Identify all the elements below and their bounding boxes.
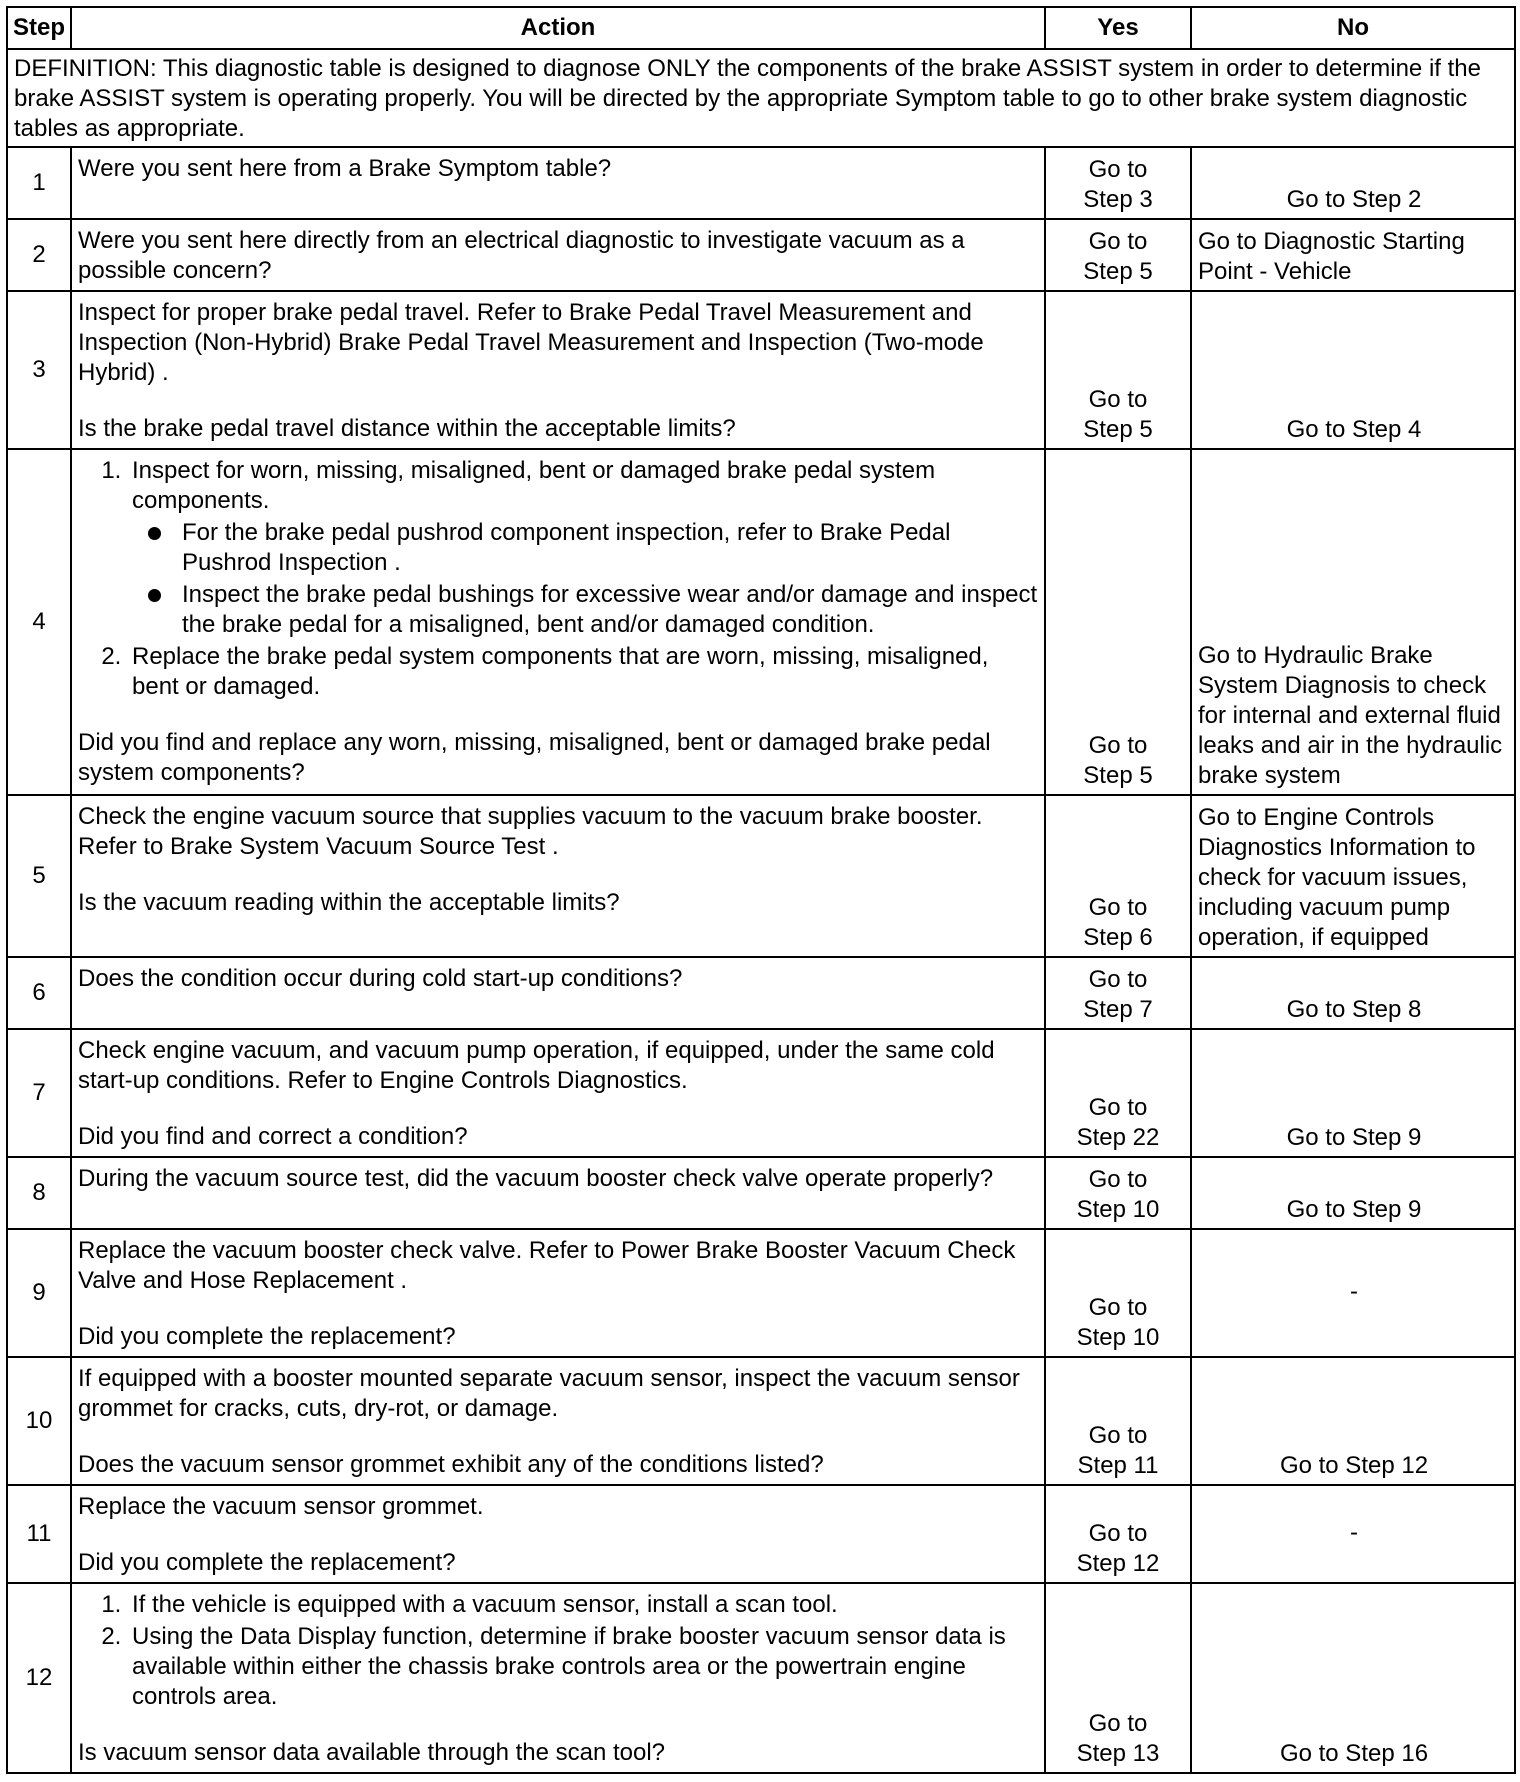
numbered-list xyxy=(78,1590,1038,1712)
action-text: Check the engine vacuum source that supplies vacuum to the vacuum brake booster. Refer to Brake System Vacuum Source Test . xyxy=(78,803,983,860)
step-number: 9 xyxy=(7,1229,71,1357)
yes-line: Go to xyxy=(1088,894,1148,921)
step-number: 4 xyxy=(7,449,71,795)
yes-line: Go to xyxy=(1088,228,1148,255)
action-cell xyxy=(71,1357,1045,1485)
yes-cell xyxy=(1045,1357,1191,1485)
table-row xyxy=(7,1229,1515,1357)
bullet-list xyxy=(132,518,1038,640)
step-number: 5 xyxy=(7,795,71,957)
list-item-text: Replace the brake pedal system components that are worn, missing, misaligned, bent or damaged. xyxy=(132,643,989,700)
no-cell: Go to Step 9 xyxy=(1191,1029,1515,1157)
step-number: 11 xyxy=(7,1485,71,1583)
list-item xyxy=(128,456,1038,640)
definition-row xyxy=(7,49,1515,147)
yes-cell xyxy=(1045,449,1191,795)
table-row xyxy=(7,1357,1515,1485)
action-cell xyxy=(71,219,1045,291)
table-row xyxy=(7,449,1515,795)
yes-line: Go to xyxy=(1088,1294,1148,1321)
bullet-item xyxy=(182,580,1038,640)
no-cell: Go to Engine Controls Diagnostics Information to check for vacuum issues, including vacuum pump operation, if equipped xyxy=(1191,795,1515,957)
action-cell xyxy=(71,449,1045,795)
question-text: During the vacuum source test, did the vacuum booster check valve operate properly? xyxy=(78,1165,994,1192)
action-cell xyxy=(71,1229,1045,1357)
question-text: Were you sent here directly from an electrical diagnostic to investigate vacuum as a possible concern? xyxy=(78,227,965,284)
header-no: No xyxy=(1191,7,1515,49)
yes-step: Step 10 xyxy=(1076,1196,1160,1223)
yes-step: Step 5 xyxy=(1083,258,1153,285)
yes-line: Go to xyxy=(1088,1710,1148,1737)
numbered-list xyxy=(78,456,1038,702)
no-cell: Go to Step 16 xyxy=(1191,1583,1515,1773)
table-row xyxy=(7,291,1515,449)
question-text: Did you find and correct a condition? xyxy=(78,1123,468,1150)
diagnostic-document xyxy=(6,6,1514,1774)
list-item-text: Using the Data Display function, determine if brake booster vacuum sensor data is available within either the chassis brake controls area or the powertrain engine controls area. xyxy=(132,1623,1006,1710)
yes-step: Step 13 xyxy=(1076,1740,1160,1767)
question-text: Is vacuum sensor data available through the scan tool? xyxy=(78,1739,666,1766)
table-row xyxy=(7,1157,1515,1229)
step-number: 2 xyxy=(7,219,71,291)
table-row xyxy=(7,1029,1515,1157)
no-cell: Go to Step 2 xyxy=(1191,147,1515,219)
yes-cell xyxy=(1045,291,1191,449)
question-text: Were you sent here from a Brake Symptom table? xyxy=(78,155,612,182)
yes-cell xyxy=(1045,795,1191,957)
header-yes: Yes xyxy=(1045,7,1191,49)
action-text: Check engine vacuum, and vacuum pump operation, if equipped, under the same cold start-up conditions. Refer to Engine Controls Diagnostics. xyxy=(78,1037,995,1094)
list-item-text: Inspect for worn, missing, misaligned, bent or damaged brake pedal system components. xyxy=(132,457,936,514)
yes-line: Go to xyxy=(1088,966,1148,993)
action-cell xyxy=(71,1157,1045,1229)
question-text: Did you find and replace any worn, missing, misaligned, bent or damaged brake pedal system components? xyxy=(78,729,991,786)
header-action: Action xyxy=(71,7,1045,49)
yes-cell xyxy=(1045,1485,1191,1583)
step-number: 8 xyxy=(7,1157,71,1229)
question-text: Is the brake pedal travel distance within the acceptable limits? xyxy=(78,415,736,442)
yes-line: Go to xyxy=(1088,1166,1148,1193)
yes-cell xyxy=(1045,219,1191,291)
action-cell xyxy=(71,1485,1045,1583)
step-number: 3 xyxy=(7,291,71,449)
no-cell: Go to Step 12 xyxy=(1191,1357,1515,1485)
yes-line: Go to xyxy=(1088,1422,1148,1449)
header-step: Step xyxy=(7,7,71,49)
yes-step: Step 7 xyxy=(1083,996,1153,1023)
action-cell xyxy=(71,147,1045,219)
list-item xyxy=(128,1590,1038,1620)
no-cell: Go to Diagnostic Starting Point - Vehicle xyxy=(1191,219,1515,291)
action-text: Inspect for proper brake pedal travel. Refer to Brake Pedal Travel Measurement and Inspection (Non-Hybrid) Brake Pedal Travel Measurement and Inspection (Two-mode Hybrid) . xyxy=(78,299,984,386)
bullet-text: Inspect the brake pedal bushings for excessive wear and/or damage and inspect the brake pedal for a misaligned, bent and/or damaged condition. xyxy=(182,581,1038,638)
yes-line: Go to xyxy=(1088,1094,1148,1121)
yes-cell xyxy=(1045,1029,1191,1157)
question-text: Does the vacuum sensor grommet exhibit any of the conditions listed? xyxy=(78,1451,824,1478)
yes-line: Go to xyxy=(1088,1520,1148,1547)
action-cell xyxy=(71,795,1045,957)
yes-step: Step 5 xyxy=(1083,416,1153,443)
action-text: Replace the vacuum booster check valve. Refer to Power Brake Booster Vacuum Check Valve and Hose Replacement . xyxy=(78,1237,1016,1294)
table-row xyxy=(7,1485,1515,1583)
action-cell xyxy=(71,1583,1045,1773)
table-row xyxy=(7,219,1515,291)
question-text: Did you complete the replacement? xyxy=(78,1549,456,1576)
yes-line: Go to xyxy=(1088,386,1148,413)
question-text: Does the condition occur during cold start-up conditions? xyxy=(78,965,683,992)
table-row xyxy=(7,147,1515,219)
no-cell: Go to Step 9 xyxy=(1191,1157,1515,1229)
action-cell xyxy=(71,291,1045,449)
yes-step: Step 11 xyxy=(1077,1452,1159,1479)
step-number: 6 xyxy=(7,957,71,1029)
yes-cell xyxy=(1045,1229,1191,1357)
yes-line: Go to xyxy=(1088,156,1148,183)
table-row xyxy=(7,957,1515,1029)
header-row xyxy=(7,7,1515,49)
bullet-item xyxy=(182,518,1038,578)
bullet-icon xyxy=(148,527,161,540)
list-item xyxy=(128,642,1038,702)
step-number: 7 xyxy=(7,1029,71,1157)
yes-step: Step 6 xyxy=(1083,924,1153,951)
action-cell xyxy=(71,957,1045,1029)
definition-text: DEFINITION: This diagnostic table is designed to diagnose ONLY the components of the brake ASSIST system in order to determine if the brake ASSIST system is operating properly. You will be directed by the appropriate Symptom table to go to other brake system diagnostic tables as appropriate. xyxy=(7,49,1515,147)
no-cell: Go to Step 4 xyxy=(1191,291,1515,449)
table-row xyxy=(7,1583,1515,1773)
yes-cell xyxy=(1045,957,1191,1029)
list-item-text: If the vehicle is equipped with a vacuum sensor, install a scan tool. xyxy=(132,1591,838,1618)
yes-step: Step 12 xyxy=(1076,1550,1160,1577)
no-cell: - xyxy=(1191,1229,1515,1357)
yes-step: Step 3 xyxy=(1083,186,1153,213)
table-row xyxy=(7,795,1515,957)
yes-cell xyxy=(1045,1583,1191,1773)
yes-line: Go to xyxy=(1088,732,1148,759)
action-text: Replace the vacuum sensor grommet. xyxy=(78,1493,484,1520)
diagnostic-table xyxy=(6,6,1516,1774)
question-text: Did you complete the replacement? xyxy=(78,1323,456,1350)
yes-cell xyxy=(1045,147,1191,219)
yes-step: Step 5 xyxy=(1083,762,1153,789)
step-number: 12 xyxy=(7,1583,71,1773)
bullet-icon xyxy=(148,589,161,602)
no-cell: - xyxy=(1191,1485,1515,1583)
bullet-text: For the brake pedal pushrod component inspection, refer to Brake Pedal Pushrod Inspection . xyxy=(182,519,951,576)
yes-step: Step 10 xyxy=(1076,1324,1160,1351)
step-number: 1 xyxy=(7,147,71,219)
step-number: 10 xyxy=(7,1357,71,1485)
no-cell: Go to Hydraulic Brake System Diagnosis to check for internal and external fluid leaks and air in the hydraulic brake system xyxy=(1191,449,1515,795)
yes-step: Step 22 xyxy=(1076,1124,1160,1151)
question-text: Is the vacuum reading within the acceptable limits? xyxy=(78,889,620,916)
action-text: If equipped with a booster mounted separate vacuum sensor, inspect the vacuum sensor grommet for cracks, cuts, dry-rot, or damage. xyxy=(78,1365,1020,1422)
list-item xyxy=(128,1622,1038,1712)
no-cell: Go to Step 8 xyxy=(1191,957,1515,1029)
yes-cell xyxy=(1045,1157,1191,1229)
action-cell xyxy=(71,1029,1045,1157)
